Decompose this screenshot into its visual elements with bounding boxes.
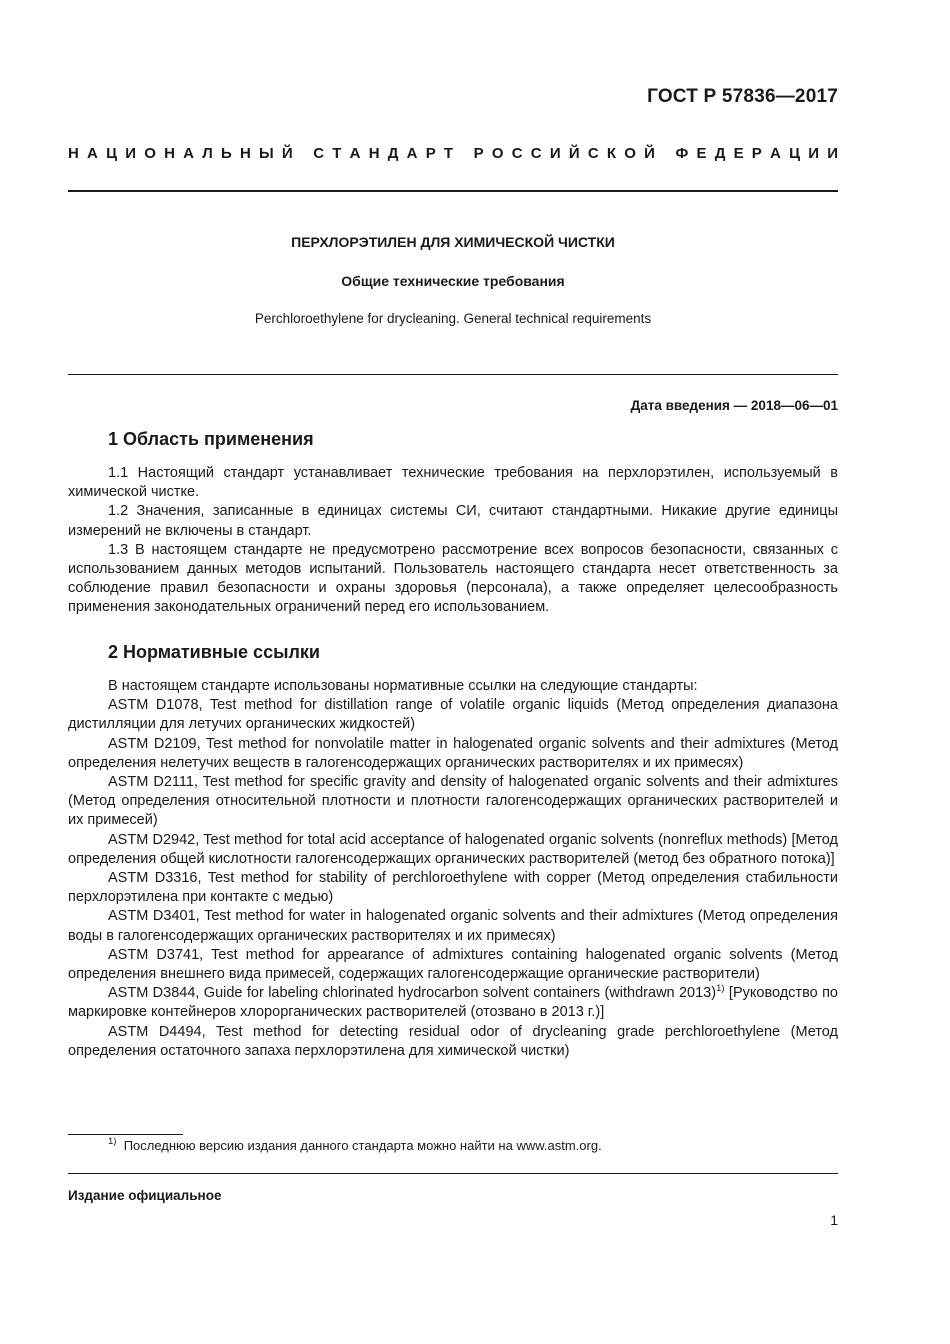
section-1-heading: 1 Область применения bbox=[108, 429, 314, 449]
section-2-heading: 2 Нормативные ссылки bbox=[108, 642, 320, 662]
page-number: 1 bbox=[830, 1212, 838, 1228]
paragraph: В настоящем стандарте использованы нормативные ссылки на следующие стандарты: bbox=[108, 678, 698, 694]
reference-text: [Руководство по маркировке контейнеров хлорорганических растворителей (отозвано в 2013 г.)] bbox=[68, 985, 838, 1021]
footnote-text: Последнюю версию издания данного стандарта можно найти на www.astm.org. bbox=[123, 1138, 602, 1153]
footnote-marker: 1) bbox=[108, 1136, 117, 1147]
introduction-date: Дата введения — 2018—06—01 bbox=[630, 398, 838, 413]
reference-item: ASTM D1078, Test method for distillation range of volatile organic liquids (Метод определения диапазона дистилляции для летучих органических жидкостей) bbox=[68, 697, 838, 733]
document-page bbox=[68, 0, 838, 1344]
footnote bbox=[108, 1138, 602, 1153]
reference-item: ASTM D3401, Test method for water in halogenated organic solvents and their admixtures (Метод определения воды в галогенсодержащих органических растворителях и их примесях) bbox=[68, 908, 838, 944]
document-subtitle: Общие технические требования bbox=[341, 273, 565, 289]
reference-item: ASTM D3316, Test method for stability of perchloroethylene with copper (Метод определения стабильности перхлорэтилена при контакте с медью) bbox=[68, 870, 838, 906]
reference-item: ASTM D4494, Test method for detecting residual odor of drycleaning grade perchloroethylene (Метод определения остаточного запаха перхлорэтилена для химической чистки) bbox=[68, 1023, 838, 1059]
english-title: Perchloroethylene for drycleaning. General technical requirements bbox=[254, 311, 652, 326]
national-standard-banner: Н А Ц И О Н А Л Ь Н Ы Й С Т А Н Д А Р Т Р О С С И Й С К О Й Ф Е Д Е Р А Ц И И bbox=[68, 145, 838, 162]
section-2-body bbox=[68, 677, 838, 1061]
reference-item: ASTM D2109, Test method for nonvolatile matter in halogenated organic solvents and their admixtures (Метод определения нелетучих веществ в галогенсодержащих органических растворителях и их примесях) bbox=[68, 735, 838, 771]
section-1-body bbox=[68, 464, 838, 618]
paragraph: 1.2 Значения, записанные в единицах системы СИ, считают стандартными. Никакие другие единицы измерений не включены в стандарт. bbox=[68, 503, 838, 539]
title-divider bbox=[68, 374, 838, 375]
header-divider bbox=[68, 190, 838, 192]
reference-text: ASTM D3844, Guide for labeling chlorinated hydrocarbon solvent containers (withdrawn 2013) bbox=[108, 985, 717, 1002]
reference-item bbox=[68, 984, 838, 1022]
reference-item: ASTM D2942, Test method for total acid acceptance of halogenated organic solvents (nonreflux methods) [Метод определения общей кислотности галогенсодержащих органических растворителей (метод без обратного потока)] bbox=[68, 831, 838, 867]
official-edition-label: Издание официальное bbox=[68, 1188, 222, 1203]
paragraph: 1.3 В настоящем стандарте не предусмотрено рассмотрение всех вопросов безопасности, связанных с использованием данных методов испытаний. Пользователь настоящего стандарта несет ответственность за соблюдение правил безопасности и охраны здоровья (персонала), а также определяет целесообразность применения законодательных ограничений перед его использованием. bbox=[68, 541, 838, 616]
document-title: ПЕРХЛОРЭТИЛЕН ДЛЯ ХИМИЧЕСКОЙ ЧИСТКИ bbox=[291, 234, 615, 250]
footer-divider bbox=[68, 1173, 838, 1174]
footnote-divider bbox=[68, 1134, 183, 1135]
reference-item: ASTM D3741, Test method for appearance of admixtures containing halogenated organic solvents (Метод определения внешнего вида примесей, содержащих галогенсодержащие органические растворители) bbox=[68, 946, 838, 983]
paragraph: 1.1 Настоящий стандарт устанавливает технические требования на перхлорэтилен, используемый в химической чистке. bbox=[68, 465, 838, 501]
footnote-marker: 1) bbox=[716, 983, 725, 995]
document-number: ГОСТ Р 57836—2017 bbox=[647, 86, 838, 107]
reference-item: ASTM D2111, Test method for specific gravity and density of halogenated organic solvents and their admixtures (Метод определения относительной плотности и плотности галогенсодержащих органических растворителей и их примесей) bbox=[68, 774, 838, 829]
